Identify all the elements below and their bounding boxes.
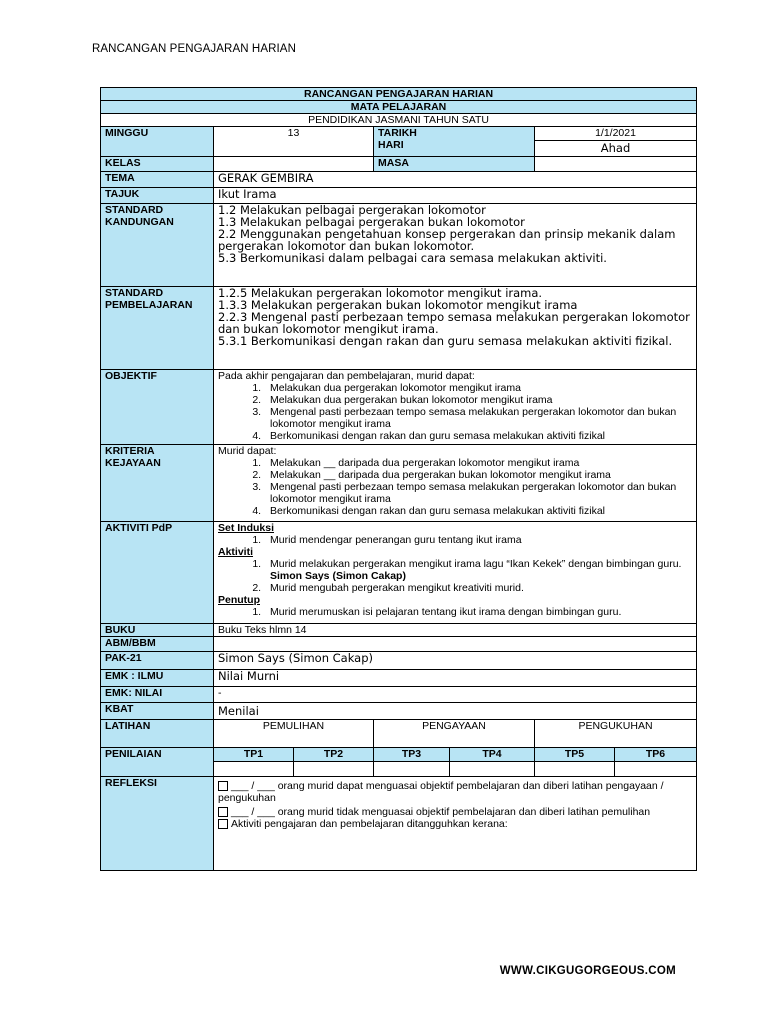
- penutup-list: [218, 606, 692, 618]
- kelas-value: [214, 157, 374, 172]
- objektif-label: OBJEKTIF: [101, 370, 214, 445]
- abm-value: [214, 637, 697, 652]
- kriteria-item: 4. Berkomunikasi dengan rakan dan guru semasa melakukan aktiviti fizikal: [264, 505, 692, 517]
- tp4-cell: [450, 762, 535, 777]
- tp3-header: TP3: [374, 748, 450, 762]
- emk-nilai-value: -: [214, 687, 697, 703]
- refleksi-line: [218, 806, 692, 818]
- tp4-header: TP4: [450, 748, 535, 762]
- standard-pembelajaran-item: 1.3.3 Melakukan pergerakan bukan lokomotor mengikut irama: [218, 298, 578, 312]
- objektif-item: 1. Melakukan dua pergerakan lokomotor mengikut irama: [264, 382, 692, 394]
- standard-pembelajaran-item: 1.2.5 Melakukan pergerakan lokomotor mengikut irama.: [218, 286, 543, 300]
- latihan-pengayaan: PENGAYAAN: [374, 720, 535, 748]
- pak21-value: Simon Says (Simon Cakap): [214, 652, 697, 670]
- aktiviti-item-text: Murid melakukan pergerakan mengikut irama lagu “Ikan Kekek” dengan bimbingan guru.: [270, 558, 682, 570]
- standard-kandungan-item: 1.2 Melakukan pelbagai pergerakan lokomotor: [218, 203, 486, 217]
- table-title: RANCANGAN PENGAJARAN HARIAN: [101, 88, 697, 101]
- set-induksi-item: 1. Murid mendengar penerangan guru tentang ikut irama: [264, 534, 692, 546]
- standard-kandungan-label: STANDARD KANDUNGAN: [101, 204, 214, 287]
- aktiviti-item: [264, 558, 692, 582]
- aktiviti-pdp-label: AKTIVITI PdP: [101, 522, 214, 624]
- penutup-item: 1. Murid merumuskan isi pelajaran tentang ikut irama dengan bimbingan guru.: [264, 606, 692, 618]
- kriteria-item: 3. Mengenal pasti perbezaan tempo semasa melakukan pergerakan lokomotor dan bukan lokomotor mengikut irama: [264, 481, 692, 505]
- objektif-item: 3. Mengenal pasti perbezaan tempo semasa melakukan pergerakan lokomotor dan bukan lokomotor mengikut irama: [264, 406, 692, 430]
- aktiviti-title: Aktiviti: [218, 546, 254, 558]
- abm-label: ABM/BBM: [101, 637, 214, 652]
- document-header-title: RANCANGAN PENGAJARAN HARIAN: [92, 43, 296, 55]
- tp3-cell: [374, 762, 450, 777]
- refleksi-line: [218, 818, 692, 830]
- standard-kandungan-item: 2.2 Menggunakan pengetahuan konsep pergerakan dan prinsip mekanik dalam pergerakan lokomotor dan bukan lokomotor.: [218, 227, 676, 253]
- objektif-intro: Pada akhir pengajaran dan pembelajaran, murid dapat:: [218, 370, 475, 382]
- aktiviti-item-bold: Simon Says (Simon Cakap): [270, 570, 406, 582]
- masa-value: [535, 157, 697, 172]
- kriteria-label: KRITERIA KEJAYAAN: [101, 445, 214, 522]
- refleksi-content: [214, 777, 697, 871]
- checkbox-icon: [218, 781, 228, 791]
- refleksi-text: ___ / ___ orang murid dapat menguasai objektif pembelajaran dan diberi latihan pengayaan / pengukuhan: [218, 780, 664, 804]
- minggu-label: MINGGU: [101, 127, 214, 157]
- kbat-value: Menilai: [214, 703, 697, 720]
- refleksi-text: Aktiviti pengajaran dan pembelajaran ditangguhkan kerana:: [231, 818, 508, 830]
- kbat-label: KBAT: [101, 703, 214, 720]
- lesson-plan-table: [100, 87, 697, 871]
- hari-value: Ahad: [535, 141, 697, 157]
- tp5-cell: [535, 762, 615, 777]
- kriteria-content: [214, 445, 697, 522]
- minggu-value: 13: [214, 127, 374, 157]
- standard-pembelajaran-label: STANDARD PEMBELAJARAN: [101, 287, 214, 370]
- penutup-title: Penutup: [218, 594, 260, 606]
- tp2-header: TP2: [294, 748, 374, 762]
- tp6-header: TP6: [615, 748, 697, 762]
- tp1-header: TP1: [214, 748, 294, 762]
- standard-pembelajaran-item: 5.3.1 Berkomunikasi dengan rakan dan guru semasa melakukan aktiviti fizikal.: [218, 334, 673, 348]
- tajuk-label: TAJUK: [101, 188, 214, 204]
- kriteria-item: 2. Melakukan __ daripada dua pergerakan bukan lokomotor mengikut irama: [264, 469, 692, 481]
- tajuk-value: Ikut Irama: [214, 188, 697, 204]
- standard-kandungan-item: 1.3 Melakukan pelbagai pergerakan bukan lokomotor: [218, 215, 525, 229]
- checkbox-icon: [218, 819, 228, 829]
- kriteria-item: 1. Melakukan __ daripada dua pergerakan lokomotor mengikut irama: [264, 457, 692, 469]
- tp6-cell: [615, 762, 697, 777]
- standard-pembelajaran-list: [214, 287, 697, 370]
- tarikh-value: 1/1/2021: [535, 127, 697, 141]
- set-induksi-title: Set Induksi: [218, 522, 275, 534]
- footer-url: WWW.CIKGUGORGEOUS.COM: [499, 965, 676, 977]
- buku-label: BUKU: [101, 624, 214, 637]
- refleksi-text: ___ / ___ orang murid tidak menguasai objektif pembelajaran dan diberi latihan pemulihan: [231, 806, 651, 818]
- aktiviti-pdp-content: [214, 522, 697, 624]
- checkbox-icon: [218, 807, 228, 817]
- set-induksi-list: [218, 534, 692, 546]
- mata-pelajaran-label: MATA PELAJARAN: [101, 101, 697, 114]
- refleksi-line: [218, 780, 692, 804]
- tp5-header: TP5: [535, 748, 615, 762]
- latihan-pengukuhan: PENGUKUHAN: [535, 720, 697, 748]
- buku-value: Buku Teks hlmn 14: [214, 624, 697, 637]
- objektif-content: [214, 370, 697, 445]
- tarikh-label: TARIKH: [378, 127, 417, 139]
- penilaian-label: PENILAIAN: [101, 748, 214, 777]
- emk-ilmu-value: Nilai Murni: [214, 670, 697, 687]
- standard-pembelajaran-item: 2.2.3 Mengenal pasti perbezaan tempo semasa melakukan pergerakan lokomotor dan bukan lokomotor mengikut irama.: [218, 310, 690, 336]
- mata-pelajaran-value: PENDIDIKAN JASMANI TAHUN SATU: [101, 114, 697, 127]
- emk-nilai-label: EMK: NILAI: [101, 687, 214, 703]
- tema-value: GERAK GEMBIRA: [214, 172, 697, 188]
- masa-label: MASA: [374, 157, 535, 172]
- emk-ilmu-label: EMK : ILMU: [101, 670, 214, 687]
- kriteria-list: [218, 457, 692, 517]
- tarikh-hari-label: [374, 127, 535, 157]
- refleksi-label: REFLEKSI: [101, 777, 214, 871]
- tp2-cell: [294, 762, 374, 777]
- aktiviti-item: 2. Murid mengubah pergerakan mengikut kreativiti murid.: [264, 582, 692, 594]
- objektif-item: 4. Berkomunikasi dengan rakan dan guru semasa melakukan aktiviti fizikal: [264, 430, 692, 442]
- objektif-item: 2. Melakukan dua pergerakan bukan lokomotor mengikut irama: [264, 394, 692, 406]
- standard-kandungan-item: 5.3 Berkomunikasi dalam pelbagai cara semasa melakukan aktiviti.: [218, 251, 607, 265]
- kriteria-intro: Murid dapat:: [218, 445, 277, 457]
- latihan-pemulihan: PEMULIHAN: [214, 720, 374, 748]
- pak21-label: PAK-21: [101, 652, 214, 670]
- objektif-list: [218, 382, 692, 442]
- kelas-label: KELAS: [101, 157, 214, 172]
- tp1-cell: [214, 762, 294, 777]
- aktiviti-list: [218, 558, 692, 594]
- tema-label: TEMA: [101, 172, 214, 188]
- latihan-label: LATIHAN: [101, 720, 214, 748]
- hari-label: HARI: [378, 139, 404, 151]
- standard-kandungan-list: [214, 204, 697, 287]
